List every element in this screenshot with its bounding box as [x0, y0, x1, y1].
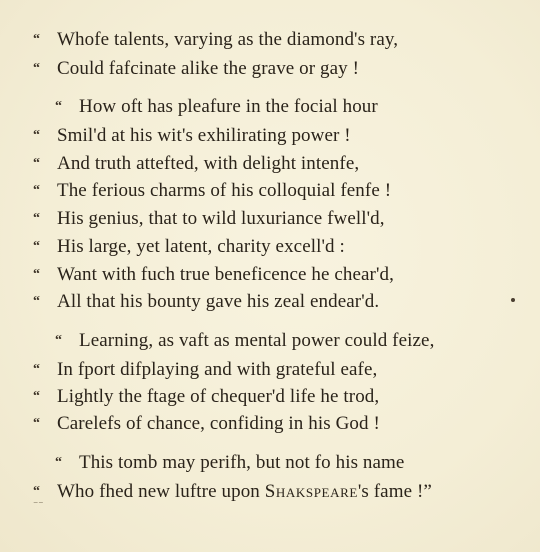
quote-mark: “ [33, 416, 41, 431]
quote-mark: “ [33, 183, 41, 198]
verse-text: Smil'd at his wit's exhilirating power ! [57, 125, 351, 146]
quote-mark: “ [33, 128, 41, 143]
verse-text-part: Who fhed new luftre upon [57, 481, 265, 502]
verse-text: Carelefs of chance, confiding in his God ! [57, 413, 380, 434]
verse-text: All that his bounty gave his zeal endear'd. [57, 291, 380, 312]
verse-text: Could fafcinate alike the grave or gay ! [57, 58, 360, 79]
verse-text: And truth attefted, with delight intenfe, [57, 153, 360, 174]
quote-mark: “ [33, 211, 41, 226]
verse-text: The ferious charms of his colloquial fenfe ! [57, 180, 392, 201]
quote-mark: “ [33, 362, 41, 377]
verse-text: Lightly the ftage of chequer'd life he trod, [57, 386, 380, 407]
verse-text: Whofe talents, varying as the diamond's ray, [57, 29, 399, 50]
quote-mark: “ [55, 333, 63, 348]
verse-text [57, 481, 432, 503]
quote-mark: “ [33, 267, 41, 282]
quote-mark: “ [33, 156, 41, 171]
print-mark: ⁻⁻ [33, 500, 44, 511]
name-smallcaps: Shakspeare [264, 481, 358, 502]
verse-text: Want with fuch true beneficence he chear'd, [57, 264, 394, 285]
quote-mark: “ [33, 239, 41, 254]
verse-text: This tomb may perifh, but not fo his name [79, 452, 405, 473]
verse-text-part: 's fame !” [357, 481, 432, 502]
verse-text: His genius, that to wild luxuriance fwell'd, [57, 208, 385, 229]
verse-text: In fport difplaying and with grateful eafe, [57, 359, 378, 380]
quote-mark: “ [33, 61, 41, 76]
quote-mark: “ [55, 455, 63, 470]
quote-mark: “ [55, 99, 63, 114]
quote-mark: “ [33, 32, 41, 47]
quote-mark: “ [33, 389, 41, 404]
quote-mark: “ [33, 294, 41, 309]
verse-text: His large, yet latent, charity excell'd : [57, 236, 345, 257]
verse-text: Learning, as vaft as mental power could feize, [79, 330, 435, 351]
verse-text: How oft has pleafure in the focial hour [79, 96, 378, 117]
ink-speck [511, 298, 515, 302]
quote-mark: “ [33, 484, 41, 499]
